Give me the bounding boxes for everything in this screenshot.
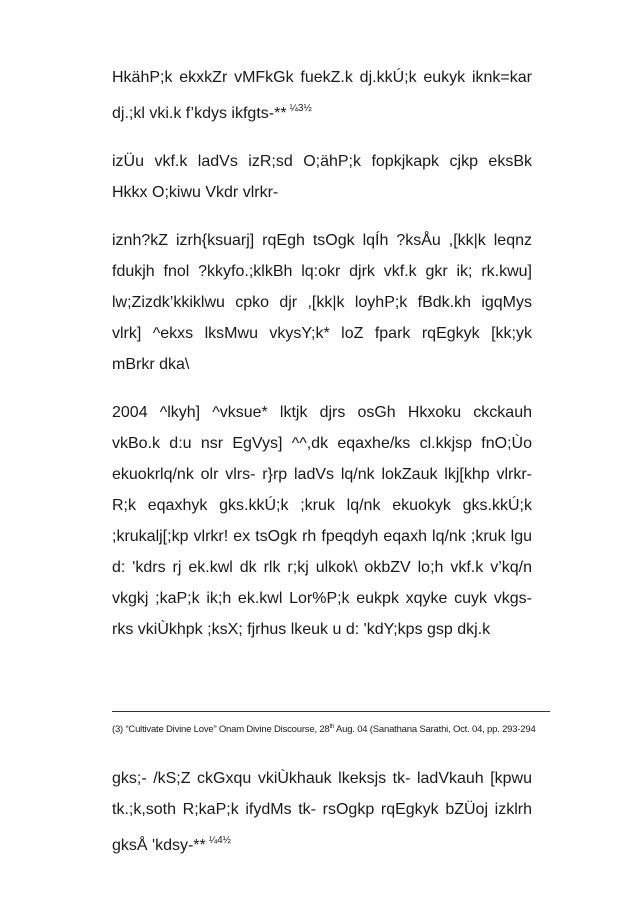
text-line: vlrk] ^ekxs lksMwu vkysY;k* loZ fpark rqEgkyk [kk;yk (112, 325, 532, 342)
text-line: 2004 ^lkyh] ^vksue* lktjk djrs osGh Hkxoku ckckauh (112, 404, 532, 421)
paragraph-1 (112, 62, 532, 129)
footnote-reference: ¼4½ (208, 835, 231, 846)
text-line: vkBo.k d:u nsr EgVys] ^^,dk eqaxhe/ks cl.kkjsp fnO;Ùo (112, 435, 532, 452)
paragraph-4 (112, 397, 532, 645)
text-line: lw;Zizdk’kkiklwu cpko djr ,[kk|k loyhP;k fBdk.kh igqMys (112, 294, 532, 311)
text-line: iznh?kZ izrh{ksuarj] rqEgh tsOgk lqÍh ?ksÅu ,[kk|k leqnz (112, 232, 532, 249)
text-line: fdukjh fnol ?kkyfo.;klkBh lq:okr djrk vkf.k gkr ik; rk.kwu] (112, 263, 532, 280)
paragraph-5 (112, 763, 532, 861)
text-line: ;krukalj[;kp vlrkr! ex tsOgk rh fpeqdyh eqaxh lq/nk ;kruk lgu (112, 528, 532, 545)
text-line: izÜu vkf.k ladVs izR;sd O;ähP;k fopkjkapk cjkp eksBk (112, 153, 532, 170)
spacer (112, 645, 532, 711)
text-line: ekuokrlq/nk olr vlrs- r}rp ladVs lq/nk lokZauk lkj[khp vlrkr- (112, 466, 532, 483)
footnote-text-tail: Aug. 04 (Sanathana Sarathi, Oct. 04, pp. 293-294 (334, 724, 536, 735)
document-page (112, 62, 536, 861)
paragraph-2 (112, 146, 532, 208)
paragraph-3 (112, 225, 532, 380)
text-line: d: 'kdrs rj ek.kwl dk rlk r;kj ulkok\ okbZV lo;h vkf.k v’kq/n (112, 559, 532, 576)
text-line: Hkkx O;kiwu Vkdr vlrkr- (112, 184, 279, 201)
text-line-content: dj.;kl vki.k f’kdys ikfgts-** (112, 105, 287, 122)
text-line: rks vkiÙkhpk ;ksX; fjrhus lkeuk u d: 'kdY;kps gsp dkj.k (112, 621, 491, 638)
text-line-content: gksÅ 'kdsy-** (112, 837, 206, 854)
text-line: HkähP;k ekxkZr vMFkGk fuekZ.k dj.kkÚ;k eukyk iknk=kar (112, 69, 532, 86)
footnote-divider (112, 711, 550, 712)
text-line: tk.;k,soth R;kaP;k ifydMs tk- rsOgkp rqEgkyk bZÜoj izklrh (112, 801, 532, 818)
text-line (112, 93, 532, 129)
text-line: gks;- /kS;Z ckGxqu vkiÙkhauk lkeksjs tk- ladVkauh [kpwu (112, 770, 532, 787)
text-line: vkgkj ;kaP;k ik;h ek.kwl Lor%P;k eukpk xqyke cuyk vkgs- (112, 590, 532, 607)
footnote-reference: ¼3½ (289, 103, 312, 114)
text-line: R;k eqaxhyk gks.kkÚ;k ;kruk lq/nk ekuokyk gks.kkÚ;k (112, 497, 532, 514)
text-line: mBrkr dka\ (112, 356, 190, 373)
footnote-superscript: th (329, 724, 335, 730)
text-line (112, 825, 532, 861)
footnote (112, 720, 536, 737)
footnote-text: (3) “Cultivate Divine Love” Onam Divine Discourse, 28 (112, 724, 330, 735)
